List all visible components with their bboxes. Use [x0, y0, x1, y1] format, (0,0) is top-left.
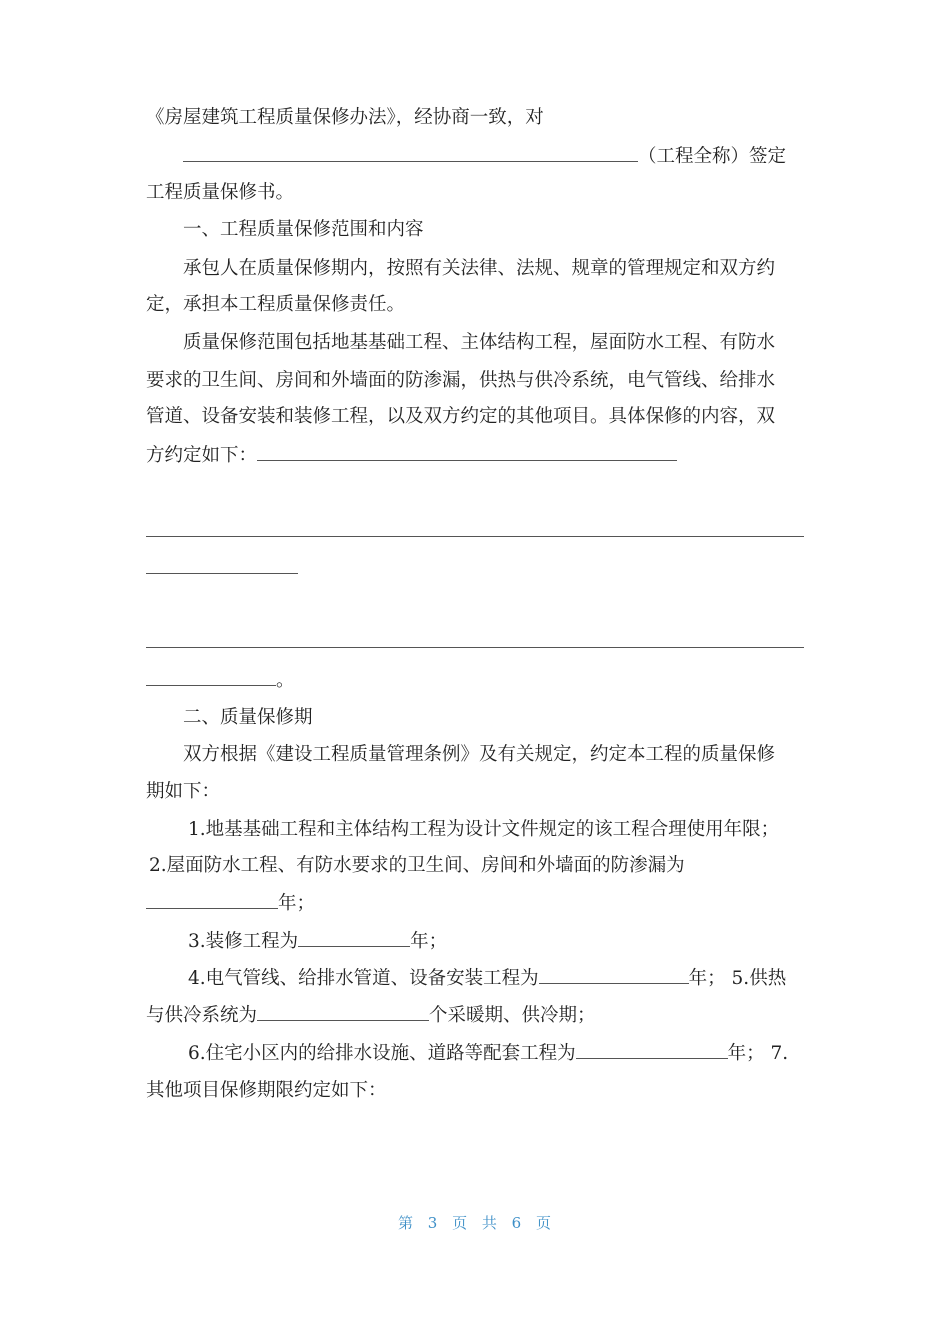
- content-blank[interactable]: [257, 442, 677, 461]
- text: 4.电气管线、给排水管道、设备安装工程为: [188, 968, 539, 989]
- years-blank[interactable]: [576, 1040, 728, 1059]
- blank-rule[interactable]: [146, 536, 804, 537]
- project-name-line: [183, 143, 843, 170]
- text: 质量保修范围包括地基基础工程、主体结构工程，屋面防水工程、有防水: [183, 332, 776, 353]
- text: 承包人在质量保修期内，按照有关法律、法规、规章的管理规定和双方约: [183, 258, 776, 279]
- text: 1.地基基础工程和主体结构工程为设计文件规定的该工程合理使用年限；: [188, 819, 780, 840]
- text: 方约定如下：: [146, 445, 258, 466]
- list-item: [188, 965, 848, 992]
- years-blank[interactable]: [298, 928, 410, 947]
- years-blank[interactable]: [539, 965, 689, 984]
- list-item: [188, 817, 848, 843]
- paragraph-line: [146, 404, 806, 430]
- list-item: [146, 890, 806, 917]
- text: 《房屋建筑工程质量保修办法》，经协商一致，对: [146, 107, 544, 128]
- paragraph-line: [183, 256, 843, 282]
- text: 管道、设备安装和装修工程，以及双方约定的其他项目。具体保修的内容，双: [146, 406, 776, 427]
- text: 双方根据《建设工程质量管理条例》及有关规定，约定本工程的质量保修: [183, 744, 776, 765]
- blank-rule[interactable]: [146, 647, 804, 648]
- text: 个采暖期、供冷期；: [429, 1005, 596, 1026]
- text: 一、工程质量保修范围和内容: [183, 219, 424, 240]
- list-item: [188, 928, 848, 955]
- list-item: [149, 853, 809, 879]
- text: 工程质量保修书。: [146, 182, 295, 203]
- paragraph-line: [183, 330, 843, 356]
- text: 定，承担本工程质量保修责任。: [146, 294, 406, 315]
- paragraph-line: [146, 442, 806, 469]
- list-item: [188, 1040, 848, 1067]
- content-blank[interactable]: [146, 667, 276, 686]
- text: 年； 7.: [727, 1043, 789, 1064]
- blank-rule[interactable]: [146, 573, 298, 574]
- section-heading: [183, 217, 843, 243]
- list-item: [146, 1002, 806, 1029]
- paragraph-line: [146, 779, 806, 805]
- paragraph-line: [146, 368, 806, 394]
- text-line: [146, 667, 806, 694]
- text: 期如下：: [146, 781, 221, 802]
- text: 6.住宅小区内的给排水设施、道路等配套工程为: [188, 1043, 576, 1064]
- section-heading: [183, 705, 843, 731]
- text: 年；: [278, 893, 316, 914]
- text: 与供冷系统为: [146, 1005, 258, 1026]
- project-name-blank[interactable]: [183, 143, 638, 162]
- text: 2.屋面防水工程、有防水要求的卫生间、房间和外墙面的防渗漏为: [149, 855, 685, 876]
- paragraph-line: [183, 742, 843, 768]
- text: 要求的卫生间、房间和外墙面的防渗漏，供热与供冷系统，电气管线、给排水: [146, 370, 776, 391]
- text: 3.装修工程为: [188, 931, 299, 952]
- text: （工程全称）签定: [638, 146, 787, 167]
- text: 二、质量保修期: [183, 707, 313, 728]
- list-item: [146, 1078, 806, 1104]
- years-blank[interactable]: [146, 890, 278, 909]
- paragraph-line: [146, 292, 806, 318]
- page-footer: 第 3 页 共 6 页: [398, 1214, 552, 1232]
- text: 其他项目保修期限约定如下：: [146, 1080, 387, 1101]
- text-line: [146, 105, 806, 131]
- text: 年；: [410, 931, 448, 952]
- text-line: [146, 180, 806, 206]
- heating-period-blank[interactable]: [257, 1002, 429, 1021]
- text: 。: [276, 670, 295, 691]
- text: 年； 5.供热: [688, 968, 787, 989]
